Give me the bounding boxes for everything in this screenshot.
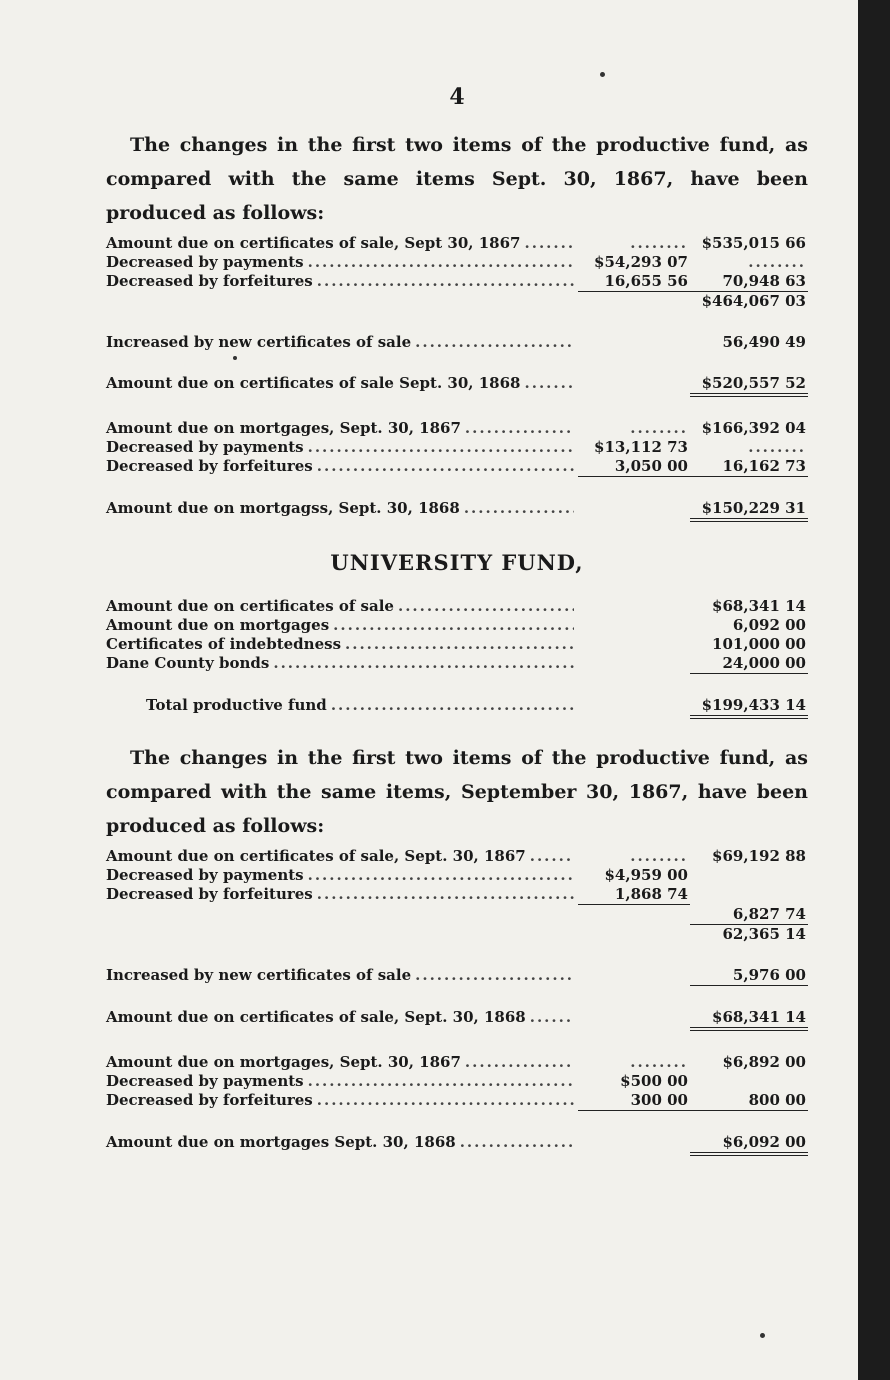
ledger-row <box>106 234 808 253</box>
ledger-row <box>106 654 808 674</box>
amount-column-1 <box>578 1053 690 1072</box>
ledger-row <box>106 419 808 438</box>
dot-leader <box>415 966 574 985</box>
amount-column-2: 6,092 00 <box>732 616 806 634</box>
amount-column-1: $4,959 00 <box>604 866 688 884</box>
productive-mortgage-total-block <box>106 499 808 522</box>
dot-leader <box>317 457 574 476</box>
ledger-row <box>106 1053 808 1072</box>
amount-column-1 <box>578 847 690 866</box>
row-label: Certificates of indebtedness <box>106 635 342 653</box>
amount-column-2: $464,067 03 <box>701 292 806 310</box>
amount-column-2: 6,827 74 <box>690 905 808 925</box>
productive-intro: The changes in the first two items of the productive fund, as compared with the same items Sept. 30, 1867, have been produced as follows: <box>106 134 808 224</box>
row-label: Decreased by forfeitures <box>106 457 313 475</box>
ink-speck <box>600 72 605 77</box>
amount-column-2: $68,341 14 <box>712 597 806 615</box>
row-label: Amount due on certificates of sale Sept. 30, 1868 <box>106 374 521 392</box>
dot-leader <box>308 866 574 885</box>
amount-column-2: $535,015 66 <box>701 234 806 252</box>
row-label: Decreased by payments <box>106 438 304 456</box>
ledger-row <box>106 457 808 477</box>
ledger-row <box>106 374 808 397</box>
university-cert-total-block <box>106 1008 808 1031</box>
university-intro: The changes in the first two items of the productive fund, as compared with the same items, September 30, 1867, have been produced as follows: <box>106 747 808 837</box>
row-label: Decreased by payments <box>106 1072 304 1090</box>
amount-column-1: 16,655 56 <box>578 272 690 292</box>
dot-leader <box>460 1133 574 1152</box>
row-label: Decreased by forfeitures <box>106 272 313 290</box>
ledger-row <box>106 925 808 944</box>
dot-leader <box>525 234 575 253</box>
amount-column-1 <box>578 234 690 253</box>
productive-mortgage-block <box>106 419 808 477</box>
amount-column-2: $520,557 52 <box>690 374 808 397</box>
row-label: Amount due on mortgagss, Sept. 30, 1868 <box>106 499 460 517</box>
amount-column-2: 24,000 00 <box>690 654 808 674</box>
ledger-row <box>106 905 808 925</box>
row-label: Amount due on certificates of sale, Sept. 30, 1868 <box>106 1008 526 1026</box>
ledger-row <box>106 292 808 311</box>
amount-column-1: $13,112 73 <box>594 438 688 456</box>
amount-column-2: 70,948 63 <box>690 272 808 292</box>
row-label: Decreased by payments <box>106 866 304 884</box>
dot-leader <box>530 847 574 866</box>
dot-leader <box>308 253 574 272</box>
row-label: Amount due on certificates of sale <box>106 597 394 615</box>
ledger-row <box>106 885 808 905</box>
ledger-row <box>106 616 808 635</box>
dot-leader <box>317 272 574 291</box>
row-label: Amount due on certificates of sale, Sept. 30, 1867 <box>106 847 526 865</box>
amount-column-1: 300 00 <box>578 1091 690 1111</box>
row-label: Increased by new certificates of sale <box>106 966 412 984</box>
dot-leader <box>530 1008 574 1027</box>
ledger-row <box>106 597 808 616</box>
amount-column-2: $68,341 14 <box>690 1008 808 1031</box>
ledger-row <box>106 1133 808 1156</box>
row-label: Amount due on mortgages <box>106 616 330 634</box>
ledger-row <box>106 253 808 272</box>
dot-leader <box>308 1072 574 1091</box>
university-items <box>106 597 808 674</box>
amount-column-2: $6,892 00 <box>722 1053 806 1071</box>
amount-column-2: $150,229 31 <box>690 499 808 522</box>
dot-leader <box>415 333 574 352</box>
ledger-row <box>106 1008 808 1031</box>
dot-leader <box>465 1053 574 1072</box>
amount-column-1 <box>578 419 690 438</box>
ledger-row <box>106 438 808 457</box>
row-label: Total productive fund <box>146 696 327 714</box>
ledger-row <box>106 1091 808 1111</box>
dot-leader <box>317 1091 574 1110</box>
productive-cert-total-block <box>106 374 808 397</box>
amount-column-2: 16,162 73 <box>690 457 808 477</box>
university-cert-block <box>106 847 808 944</box>
ledger-row <box>106 866 808 885</box>
amount-column-2: 101,000 00 <box>712 635 806 653</box>
dot-leader <box>331 696 574 715</box>
amount-column-1: 3,050 00 <box>578 457 690 477</box>
dot-leader <box>525 374 575 393</box>
row-label: Amount due on mortgages, Sept. 30, 1867 <box>106 1053 461 1071</box>
amount-column-1: $500 00 <box>620 1072 688 1090</box>
productive-cert-increase-block <box>106 333 808 352</box>
ink-speck <box>760 1333 765 1338</box>
row-label: Decreased by payments <box>106 253 304 271</box>
amount-column-2: $69,192 88 <box>712 847 806 865</box>
amount-column-2: $199,433 14 <box>690 696 808 719</box>
row-label: Amount due on mortgages Sept. 30, 1868 <box>106 1133 456 1151</box>
row-label: Amount due on mortgages, Sept. 30, 1867 <box>106 419 461 437</box>
page-number: 4 <box>449 84 465 110</box>
ledger-row <box>106 696 808 719</box>
university-total-block <box>106 696 808 719</box>
university-fund-heading: UNIVERSITY FUND, <box>330 550 584 575</box>
ink-speck <box>233 356 237 360</box>
amount-column-2 <box>690 438 808 457</box>
dot-leader <box>465 419 574 438</box>
productive-cert-block <box>106 234 808 311</box>
amount-column-2: $166,392 04 <box>701 419 806 437</box>
amount-column-2: $6,092 00 <box>690 1133 808 1156</box>
amount-column-1: $54,293 07 <box>594 253 688 271</box>
university-mortgage-total-block <box>106 1133 808 1156</box>
row-label: Amount due on certificates of sale, Sept 30, 1867 <box>106 234 521 252</box>
ledger-row <box>106 847 808 866</box>
dot-leader <box>398 597 574 616</box>
row-label: Dane County bonds <box>106 654 270 672</box>
row-label: Decreased by forfeitures <box>106 885 313 903</box>
dot-leader <box>464 499 574 518</box>
dot-leader <box>273 654 574 673</box>
amount-column-2: 62,365 14 <box>722 925 806 943</box>
ledger-row <box>106 499 808 522</box>
amount-column-2: 56,490 49 <box>722 333 806 351</box>
university-mortgage-block <box>106 1053 808 1111</box>
dot-leader <box>317 885 574 904</box>
ledger-row <box>106 333 808 352</box>
dot-leader <box>333 616 574 635</box>
university-cert-increase-block <box>106 966 808 986</box>
amount-column-2: 800 00 <box>690 1091 808 1111</box>
amount-column-2: 5,976 00 <box>690 966 808 986</box>
dot-leader <box>308 438 574 457</box>
row-label: Decreased by forfeitures <box>106 1091 313 1109</box>
amount-column-2 <box>690 253 808 272</box>
amount-column-1: 1,868 74 <box>578 885 690 905</box>
row-label: Increased by new certificates of sale <box>106 333 412 351</box>
dot-leader <box>345 635 574 654</box>
ledger-row <box>106 966 808 986</box>
ledger-row <box>106 635 808 654</box>
ledger-row <box>106 272 808 292</box>
ledger-row <box>106 1072 808 1091</box>
